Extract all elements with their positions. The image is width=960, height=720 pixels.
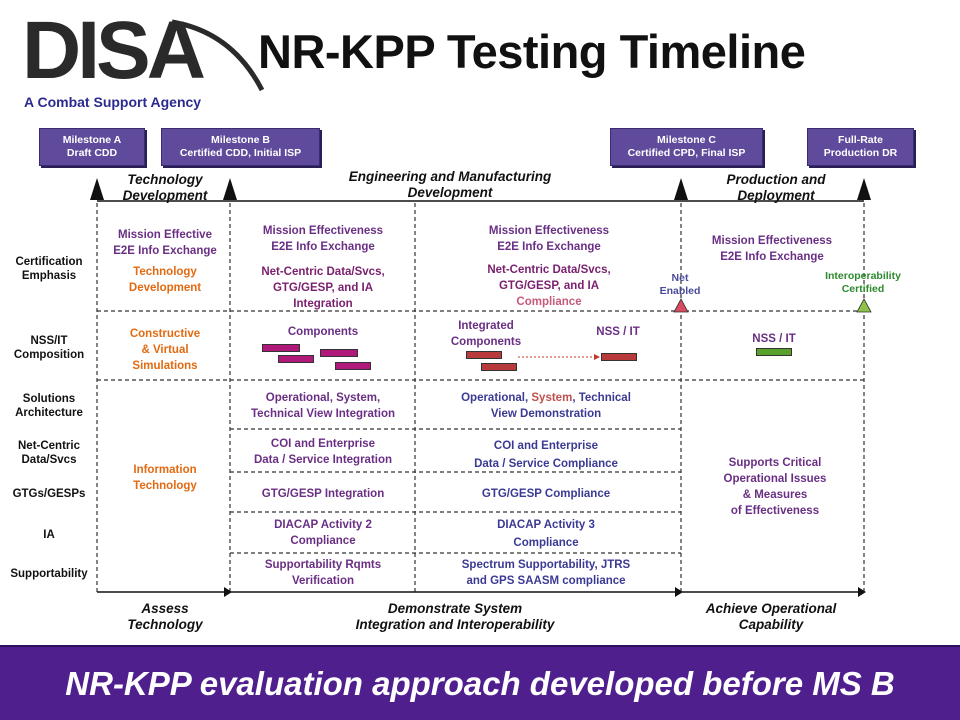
col2-ost-1: Operational, System,: [265, 392, 381, 404]
col1-it: [100, 462, 230, 494]
col2-mee-1: Mission Effectiveness: [262, 225, 384, 237]
col2-components: Components: [287, 326, 359, 338]
col3-mee-1: Mission Effectiveness: [488, 225, 610, 237]
row-label-nss-2: Composition: [13, 349, 85, 361]
col3-ic-1: Integrated: [458, 320, 514, 332]
row-label-cert-1: Certification: [15, 256, 83, 268]
bottom-achieve: [686, 601, 856, 633]
col2-sup-2: Verification: [292, 575, 354, 587]
row-label-ia: IA: [43, 529, 55, 541]
col4-sci-1: Supports Critical: [728, 457, 822, 469]
milestone-frp-line2: Production DR: [823, 147, 898, 159]
milestone-b-line2: Certified CDD, Initial ISP: [179, 147, 302, 159]
col1-mee-1: Mission Effective: [118, 229, 212, 241]
phase-emd-1: Engineering and Manufacturing: [348, 169, 552, 184]
col3-ost: [420, 390, 672, 422]
col3-diacap-2: Compliance: [513, 537, 579, 549]
milestone-b-line1: Milestone B: [211, 134, 270, 146]
row-label-nss-1: NSS/IT: [30, 335, 68, 347]
col3-spec-2: and GPS SAASM compliance: [466, 575, 626, 587]
col1-it-2: Technology: [133, 480, 197, 492]
col3-ost-2: View Demonstration: [490, 408, 602, 420]
col3-nc-1: Net-Centric Data/Svcs,: [487, 264, 611, 276]
logo-text: DISA: [22, 12, 202, 96]
phase-emd-2: Development: [407, 185, 493, 200]
col4-interop: [808, 270, 918, 296]
phase-emd: [300, 169, 600, 201]
col3-ic-2: Components: [450, 336, 522, 348]
integrated-bar-2: [481, 363, 517, 371]
col3-ost-a: Operational,: [461, 392, 532, 404]
arrow-b: [224, 587, 232, 597]
col1-mee: [100, 227, 230, 259]
bottom-achieve-2: Capability: [738, 617, 804, 632]
col4-net-2: Enabled: [659, 285, 701, 297]
phase-prod: [696, 172, 856, 204]
row-label-sol-1: Solutions: [22, 393, 76, 405]
phase-tech-dev: [100, 172, 230, 204]
col2-nc: [232, 264, 414, 312]
col3-nss: NSS / IT: [596, 326, 640, 338]
col2-coi: [232, 436, 414, 468]
component-bar-1: [262, 344, 300, 352]
bottom-demo: [290, 601, 620, 633]
row-label-cert: [4, 255, 94, 283]
integration-arrow-head: [594, 354, 600, 360]
col1-cvs-1: Constructive: [129, 328, 201, 340]
milestone-c-triangle: [674, 178, 688, 200]
banner-text: NR-KPP evaluation approach developed before MS B: [65, 665, 895, 702]
integrated-bar-1: [466, 351, 502, 359]
col3-spec: [420, 557, 672, 589]
arrow-c: [675, 587, 683, 597]
row-label-nc-1: Net-Centric: [18, 440, 80, 452]
col2-nc-2: GTG/GESP, and IA: [272, 282, 374, 294]
row-label-sup: Supportability: [10, 568, 88, 580]
component-bar-2: [278, 355, 314, 363]
row-label-nc-2: Data/Svcs: [21, 454, 77, 466]
col4-mee-2: E2E Info Exchange: [720, 251, 824, 263]
col3-ost-c: , Technical: [572, 392, 631, 404]
col2-mee: [232, 223, 414, 255]
col1-mee-2: E2E Info Exchange: [113, 245, 217, 257]
col3-diacap: [420, 517, 672, 551]
col3-coi-2: Data / Service Compliance: [474, 458, 618, 470]
tagline: A Combat Support Agency: [24, 94, 202, 110]
component-bar-3: [320, 349, 358, 357]
nss-bar-emd: [601, 353, 637, 361]
col2-ost-2: Technical View Integration: [251, 408, 395, 420]
nss-bar-prod: [756, 348, 792, 356]
col2-coi-1: COI and Enterprise: [270, 438, 376, 450]
milestone-a-line1: Milestone A: [62, 134, 122, 146]
col2-gtg: GTG/GESP Integration: [261, 488, 385, 500]
row-label-cert-2: Emphasis: [21, 270, 77, 282]
component-bar-4: [335, 362, 371, 370]
milestone-c-line1: Milestone C: [657, 134, 716, 146]
col2-diacap-1: DIACAP Activity 2: [274, 519, 372, 531]
col3-ic: [436, 318, 536, 350]
col2-ost: [232, 390, 414, 422]
col3-ost-b: System: [531, 392, 573, 404]
col4-sci-3: & Measures: [742, 489, 808, 501]
interoperability-triangle: [857, 299, 871, 312]
col4-net-1: Net: [671, 272, 689, 284]
col1-td: [100, 264, 230, 296]
col3-spec-1: Spectrum Supportability, JTRS: [461, 559, 631, 571]
col3-diacap-1: DIACAP Activity 3: [497, 519, 595, 531]
row-label-sol-2: Architecture: [15, 407, 83, 419]
phase-prod-2: Deployment: [737, 188, 815, 203]
bottom-assess-1: Assess: [141, 601, 189, 616]
col3-mee-2: E2E Info Exchange: [497, 241, 601, 253]
col3-nc-2: GTG/GESP, and IA: [498, 280, 600, 292]
col3-nc: [420, 262, 678, 310]
milestone-a-line2: Draft CDD: [66, 147, 118, 159]
col2-diacap-2: Compliance: [290, 535, 356, 547]
col4-mee-1: Mission Effectiveness: [711, 235, 833, 247]
row-label-nc: [4, 439, 94, 467]
phase-tech-dev-2: Development: [122, 188, 208, 203]
phase-prod-1: Production and: [726, 172, 826, 187]
col3-coi: [420, 438, 672, 472]
bottom-demo-2: Integration and Interoperability: [355, 617, 555, 632]
col1-cvs-2: & Virtual: [141, 344, 189, 356]
col2-nc-1: Net-Centric Data/Svcs,: [261, 266, 385, 278]
col1-td-1: Technology: [133, 266, 197, 278]
col3-ost-1: [420, 390, 672, 406]
phase-tech-dev-1: Technology: [127, 172, 203, 187]
col2-diacap: [232, 517, 414, 549]
col1-cvs: [100, 326, 230, 374]
col2-nc-3: Integration: [293, 298, 353, 310]
row-label-sol: [4, 392, 94, 420]
col4-sci-4: of Effectiveness: [730, 505, 820, 517]
col1-td-2: Development: [128, 282, 202, 294]
bottom-achieve-1: Achieve Operational: [705, 601, 837, 616]
bottom-assess: [100, 601, 230, 633]
col4-io-2: Certified: [841, 283, 885, 295]
bottom-assess-2: Technology: [127, 617, 203, 632]
col4-sci: [690, 455, 860, 519]
milestone-c-line2: Certified CPD, Final ISP: [627, 147, 746, 159]
col3-coi-1: COI and Enterprise: [493, 440, 599, 452]
col2-sup-1: Supportability Rqmts: [264, 559, 382, 571]
milestone-frp-line1: Full-Rate: [838, 134, 883, 146]
col4-nss: NSS / IT: [752, 333, 796, 345]
arrow-frp: [858, 587, 866, 597]
col3-gtg: GTG/GESP Compliance: [481, 488, 611, 500]
col4-io-1: Interoperability: [825, 270, 901, 282]
page-title: NR-KPP Testing Timeline: [258, 25, 806, 78]
col4-mee: [684, 233, 860, 265]
row-label-gtg: GTGs/GESPs: [12, 488, 86, 500]
col1-it-1: Information: [133, 464, 197, 476]
col4-sci-2: Operational Issues: [723, 473, 827, 485]
col2-mee-2: E2E Info Exchange: [271, 241, 375, 253]
col2-sup: [232, 557, 414, 589]
col3-nc-3: Compliance: [516, 296, 582, 308]
row-label-nss: [4, 334, 94, 362]
bottom-demo-1: Demonstrate System: [387, 601, 523, 616]
col2-coi-2: Data / Service Integration: [253, 454, 393, 466]
col3-mee: [420, 223, 678, 255]
col4-net-enabled: [650, 272, 710, 298]
milestone-frp-triangle: [857, 178, 871, 200]
footer-banner: [0, 645, 960, 720]
col1-cvs-3: Simulations: [132, 360, 198, 372]
